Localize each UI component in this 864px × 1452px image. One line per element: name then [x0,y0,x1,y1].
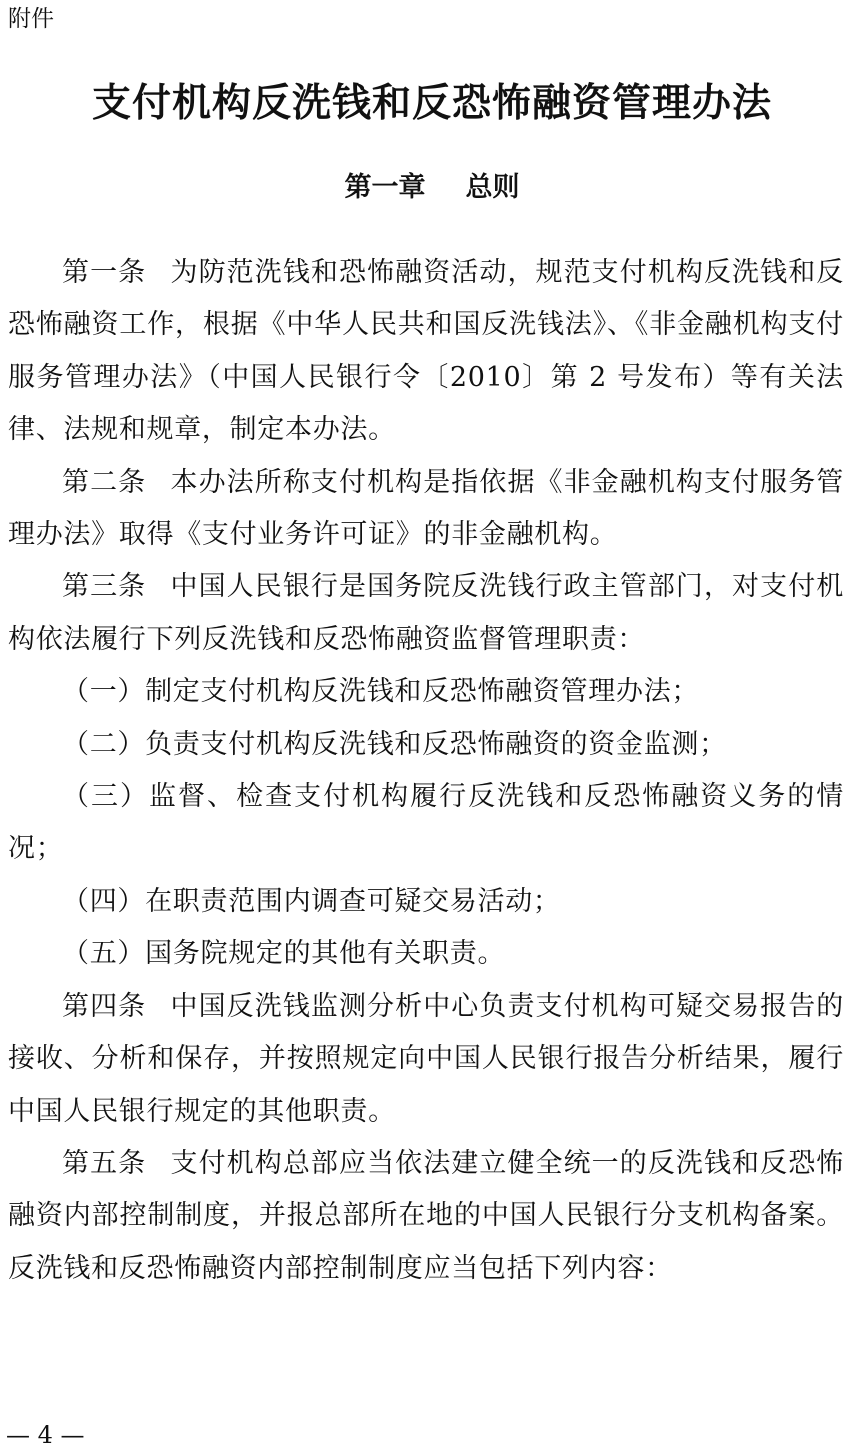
article-text: 中国反洗钱监测分析中心负责支付机构可疑交易报告的接收、分析和保存，并按照规定向中国人民银行报告分析结果，履行中国人民银行规定的其他职责。 [8,990,844,1127]
article-number: 第一条 [62,257,147,288]
article-text: 中国人民银行是国务院反洗钱行政主管部门，对支付机构依法履行下列反洗钱和反恐怖融资监督管理职责： [8,571,844,655]
article-number: 第三条 [62,571,147,603]
article-5 [8,1138,844,1295]
chapter-number: 第一章 [344,172,426,203]
document-body [8,247,844,1295]
article-4 [8,981,844,1138]
list-item-3 [8,771,844,876]
list-item-1 [8,666,844,718]
article-1 [8,247,844,457]
list-item-4 [8,876,844,928]
list-item-text: （三）监督、检查支付机构履行反洗钱和反恐怖融资义务的情况； [8,781,844,865]
list-item-text: （二）负责支付机构反洗钱和反恐怖融资的资金监测； [62,728,727,760]
list-item-text: （一）制定支付机构反洗钱和反恐怖融资管理办法； [62,676,700,708]
article-2 [8,457,844,562]
article-text: 支付机构总部应当依法建立健全统一的反洗钱和反恐怖融资内部控制制度，并报总部所在地的中国人民银行分支机构备案。反洗钱和反恐怖融资内部控制制度应当包括下列内容： [8,1147,844,1284]
list-item-5 [8,928,844,980]
page-number: — 4 — [6,1421,85,1449]
article-number: 第二条 [62,466,147,498]
chapter-heading [0,168,864,208]
article-text: 本办法所称支付机构是指依据《非金融机构支付服务管理办法》取得《支付业务许可证》的非金融机构。 [8,466,844,551]
attachment-label: 附件 [8,6,54,32]
list-item-text: （四）在职责范围内调查可疑交易活动； [62,885,561,917]
list-item-text: （五）国务院规定的其他有关职责。 [62,938,506,970]
article-3 [8,561,844,666]
chapter-name: 总则 [465,172,520,203]
article-text: 为防范洗钱和恐怖融资活动，规范支付机构反洗钱和反恐怖融资工作，根据《中华人民共和国反洗钱法》、《非金融机构支付服务管理办法》（中国人民银行令〔2010〕第 2 号发布）等有关法律、法规和规章，制定本办法。 [8,257,844,446]
article-number: 第四条 [62,990,147,1022]
document-title: 支付机构反洗钱和反恐怖融资管理办法 [91,80,772,126]
article-number: 第五条 [62,1147,147,1179]
list-item-2 [8,719,844,771]
